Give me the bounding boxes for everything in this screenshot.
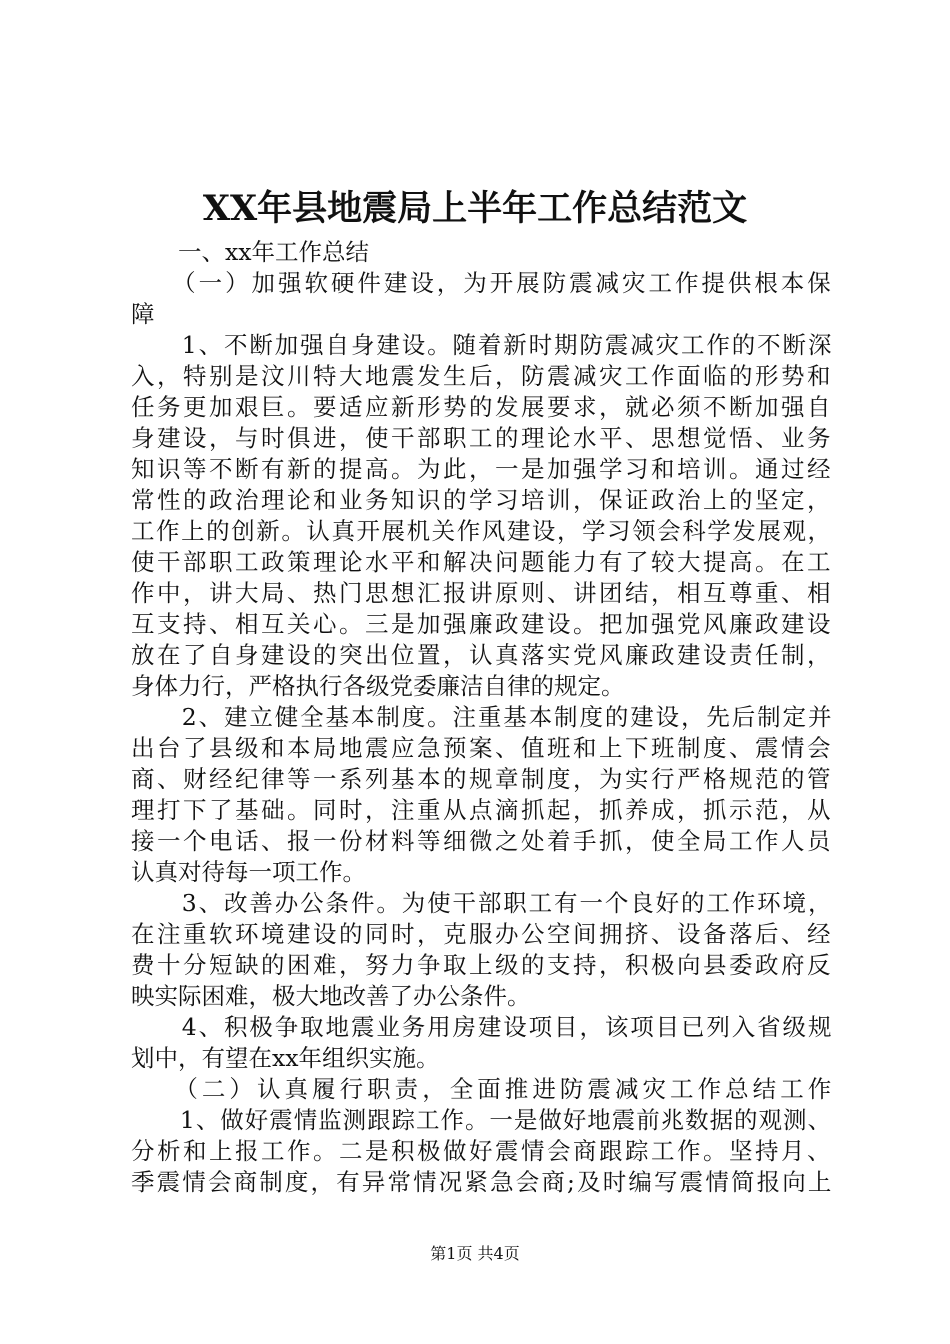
- page-footer: 第1页 共4页: [430, 1244, 520, 1263]
- text-line: 身体力行，严格执行各级党委廉洁自律的规定。: [131, 672, 625, 700]
- text-line: 季震情会商制度，有异常情况紧急会商;及时编写震情简报向上: [131, 1168, 834, 1196]
- text-line: 认真对待每一项工作。: [131, 858, 366, 886]
- text-line: 入，特别是汶川特大地震发生后，防震减灾工作面临的形势和: [131, 362, 833, 390]
- text-line: 1、做好震情监测跟踪工作。一是做好地震前兆数据的观测、: [131, 1106, 832, 1134]
- text-line: 一、xx年工作总结: [131, 238, 370, 266]
- text-line: 分析和上报工作。二是积极做好震情会商跟踪工作。坚持月、: [131, 1137, 833, 1165]
- text-line: 2、建立健全基本制度。注重基本制度的建设，先后制定并: [131, 703, 834, 731]
- text-line: 常性的政治理论和业务知识的学习培训，保证政治上的坚定，: [131, 486, 833, 514]
- text-line: 1、不断加强自身建设。随着新时期防震减灾工作的不断深: [131, 331, 834, 359]
- text-line: 接一个电话、报一份材料等细微之处着手抓，使全局工作人员: [131, 827, 833, 855]
- text-line: 3、改善办公条件。为使干部职工有一个良好的工作环境，: [131, 889, 834, 917]
- text-line: 工作上的创新。认真开展机关作风建设，学习领会科学发展观，: [131, 517, 833, 545]
- text-line: 作中，讲大局、热门思想汇报讲原则、讲团结，相互尊重、相: [131, 579, 833, 607]
- text-line: （二）认真履行职责，全面推进防震减灾工作总结工作: [131, 1075, 836, 1103]
- text-line: 使干部职工政策理论水平和解决问题能力有了较大提高。在工: [131, 548, 833, 576]
- text-line: 划中，有望在xx年组织实施。: [131, 1044, 440, 1072]
- text-line: （一）加强软硬件建设，为开展防震减灾工作提供根本保: [131, 269, 834, 297]
- document-body: [131, 237, 836, 1198]
- text-line: 身建设，与时俱进，使干部职工的理论水平、思想觉悟、业务: [131, 424, 833, 452]
- text-line: 出台了县级和本局地震应急预案、值班和上下班制度、震情会: [131, 734, 833, 762]
- text-line: 知识等不断有新的提高。为此，一是加强学习和培训。通过经: [131, 455, 833, 483]
- text-line: 在注重软环境建设的同时，克服办公空间拥挤、设备落后、经: [131, 920, 833, 948]
- text-line: 障: [131, 300, 155, 328]
- text-line: 映实际困难，极大地改善了办公条件。: [131, 982, 531, 1010]
- text-line: 商、财经纪律等一系列基本的规章制度，为实行严格规范的管: [131, 765, 833, 793]
- text-line: 互支持、相互关心。三是加强廉政建设。把加强党风廉政建设: [131, 610, 833, 638]
- text-line: 4、积极争取地震业务用房建设项目，该项目已列入省级规: [131, 1013, 834, 1041]
- text-line: 费十分短缺的困难，努力争取上级的支持，积极向县委政府反: [131, 951, 833, 979]
- text-line: 任务更加艰巨。要适应新形势的发展要求，就必须不断加强自: [131, 393, 833, 421]
- document-title: XX年县地震局上半年工作总结范文: [202, 188, 748, 229]
- text-line: 理打下了基础。同时，注重从点滴抓起，抓养成，抓示范，从: [131, 796, 833, 824]
- text-line: 放在了自身建设的突出位置，认真落实党风廉政建设责任制，: [131, 641, 833, 669]
